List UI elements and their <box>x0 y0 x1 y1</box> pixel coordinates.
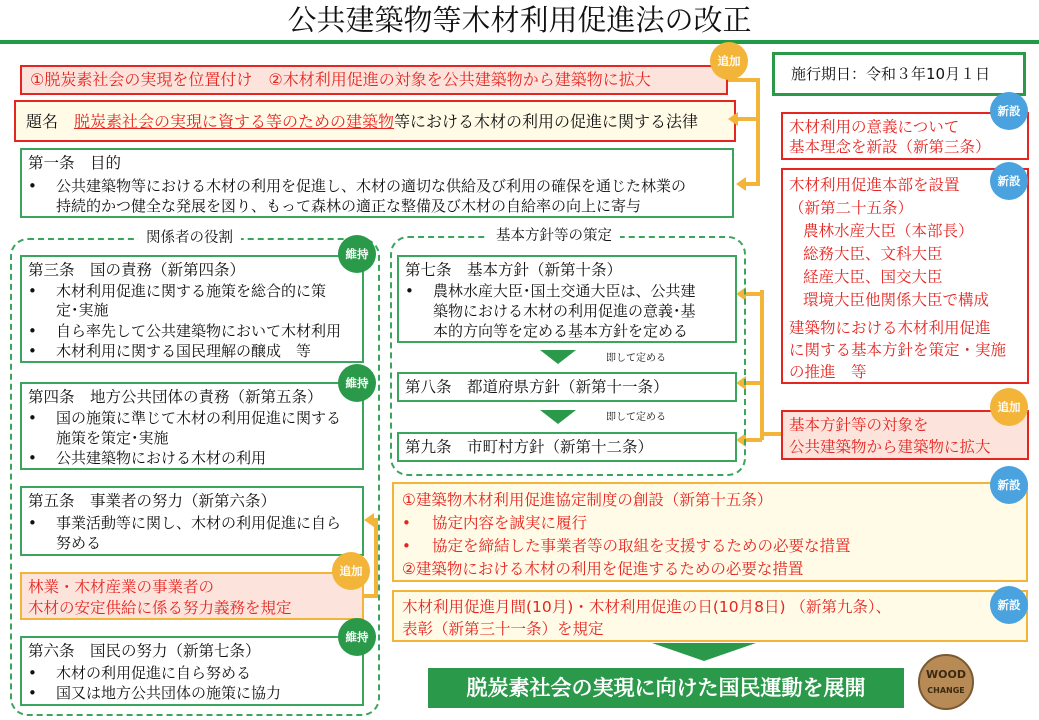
bullet: • <box>402 514 411 532</box>
down-wedge-icon <box>652 643 756 661</box>
page-title: 公共建築物等木材利用促進法の改正 <box>287 3 752 37</box>
art5-add-line1: 林業・木材産業の事業者の <box>28 578 215 596</box>
logo-top: WOOD <box>926 668 966 681</box>
law-title-prefix: 題名 <box>26 112 59 131</box>
hq-l7: 建築物における木材利用促進 <box>789 319 991 337</box>
new-badge-2: 新設 <box>990 162 1028 200</box>
art5-heading: 第五条 事業者の努力（新第六条） <box>28 492 277 510</box>
roles-label: 関係者の役割 <box>138 229 241 247</box>
right-box-headquarters <box>781 168 1029 384</box>
hq-l4: 総務大臣、文科大臣 <box>803 245 943 263</box>
art3-b1a: 木材利用促進に関する施策を総合的に策 <box>56 282 327 300</box>
philosophy-line2: 基本理念を新設（新第三条） <box>789 138 991 156</box>
connector <box>746 381 762 385</box>
movement-banner: 脱炭素社会の実現に向けた国民運動を展開 <box>428 668 904 708</box>
keep-badge-3: 維持 <box>338 618 376 656</box>
bullet: • <box>28 322 37 340</box>
bullet: • <box>28 282 37 300</box>
add-badge-top: 追加 <box>710 42 748 80</box>
policy-label: 基本方針等の策定 <box>488 227 620 245</box>
law-title-box <box>14 100 736 142</box>
arrow-note-1: 即して定める <box>606 353 666 364</box>
article6-box <box>20 636 364 706</box>
connector-arrow <box>364 513 374 527</box>
keep-badge-1: 維持 <box>338 235 376 273</box>
article1-bullet: • <box>28 177 37 195</box>
title-underline <box>0 40 1039 44</box>
down-arrow-icon <box>540 410 576 424</box>
connector <box>760 290 764 440</box>
art7-b1c: 本的方向等を定める基本方針を定める <box>433 322 689 340</box>
connector <box>728 78 758 82</box>
art9-text: 第九条 市町村方針（新第十二条） <box>405 438 654 456</box>
effective-date-text: 施行期日：令和３年10月１日 <box>791 65 991 83</box>
connector-arrow <box>728 112 738 126</box>
hq-l9: の推進 等 <box>789 363 867 381</box>
right-box-scope <box>781 410 1029 460</box>
new-badge-4: 新設 <box>990 586 1028 624</box>
down-arrow-icon <box>540 350 576 364</box>
article1-heading: 第一条 目的 <box>28 154 122 172</box>
art5-b1a: 事業活動等に関し、木材の利用促進に自ら <box>56 514 342 532</box>
law-title-underlined: 脱炭素社会の実現に資する等のための建築物 <box>74 112 395 131</box>
hq-l1: 木材利用促進本部を設置 <box>789 176 960 194</box>
art7-b1b: 築物における木材の利用促進の意義･基 <box>433 302 696 320</box>
wood-change-logo <box>918 654 974 710</box>
connector <box>746 438 762 442</box>
connector <box>746 182 758 186</box>
new2-l2: 表彰（新第三十一条）を規定 <box>402 620 604 638</box>
law-title-text <box>26 112 698 132</box>
article5-box <box>20 486 364 556</box>
bullet: • <box>28 342 37 360</box>
article3-box <box>20 255 364 363</box>
art5-b1b: 努める <box>56 534 102 552</box>
add-badge-scope: 追加 <box>990 388 1028 426</box>
bullet: • <box>28 409 37 427</box>
article1-box <box>20 148 734 218</box>
scope-line2: 公共建築物から建築物に拡大 <box>789 438 991 456</box>
connector <box>738 117 758 121</box>
connector <box>756 78 760 186</box>
new2-l1: 木材利用促進月間(10月)・木材利用促進の日(10月8日) （新第九条）、 <box>402 598 892 616</box>
new1-l2: 協定内容を誠実に履行 <box>432 514 588 532</box>
logo-bottom: CHANGE <box>927 686 965 695</box>
bullet: • <box>28 684 37 702</box>
bullet: • <box>28 514 37 532</box>
bullet: • <box>405 282 414 300</box>
philosophy-line1: 木材利用の意義について <box>789 118 960 136</box>
bullet: • <box>28 449 37 467</box>
new1-l1: ①建築物木材利用促進協定制度の創設（新第十五条） <box>402 491 773 509</box>
connector <box>760 432 781 436</box>
art3-heading: 第三条 国の責務（新第四条） <box>28 261 246 279</box>
new-agreement-box <box>392 482 1028 582</box>
hq-l2: （新第二十五条） <box>789 199 914 217</box>
art7-heading: 第七条 基本方針（新第十条） <box>405 261 623 279</box>
article1-line1: 公共建築物等における木材の利用を促進し、木材の適切な供給及び利用の確保を通じた林業の <box>56 177 687 195</box>
connector <box>374 518 378 596</box>
new-badge-3: 新設 <box>990 466 1028 504</box>
article4-box <box>20 382 364 470</box>
article1-line2: 持続的かつ健全な発展を図り、もって森林の適正な整備及び木材の自給率の向上に寄与 <box>56 197 642 215</box>
art3-b1b: 定･実施 <box>56 301 109 319</box>
new1-l4: ②建築物における木材の利用を促進するための必要な措置 <box>402 560 804 578</box>
hq-l8: に関する基本方針を策定・実施 <box>789 341 1007 359</box>
new1-l3: 協定を締結した事業者等の取組を支援するための必要な措置 <box>432 537 851 555</box>
article9-box <box>397 432 737 462</box>
art4-b1a: 国の施策に準じて木材の利用促進に関する <box>56 409 342 427</box>
new-month-box <box>392 590 1028 642</box>
art6-b2: 国又は地方公共団体の施策に協力 <box>56 684 282 702</box>
bullet: • <box>402 537 411 555</box>
article8-box <box>397 372 737 402</box>
law-title-suffix: 等における木材の利用の促進に関する法律 <box>394 112 699 131</box>
keep-badge-2: 維持 <box>338 364 376 402</box>
arrow-note-2: 即して定める <box>606 412 666 423</box>
art6-b1: 木材の利用促進に自ら努める <box>56 664 252 682</box>
new-badge-1: 新設 <box>990 92 1028 130</box>
connector <box>364 594 378 598</box>
add-badge-art5: 追加 <box>332 552 370 590</box>
bullet: • <box>28 664 37 682</box>
article5-add-box <box>20 572 364 620</box>
art7-b1a: 農林水産大臣･国土交通大臣は、公共建 <box>433 282 696 300</box>
top-change-text: ①脱炭素社会の実現を位置付け ②木材利用促進の対象を公共建築物から建築物に拡大 <box>30 70 651 89</box>
art4-b2: 公共建築物における木材の利用 <box>56 449 267 467</box>
hq-l5: 経産大臣、国交大臣 <box>803 268 943 286</box>
art5-add-line2: 木材の安定供給に係る努力義務を規定 <box>28 599 292 617</box>
art3-b2: 自ら率先して公共建築物において木材利用 <box>56 322 342 340</box>
article7-box <box>397 255 737 343</box>
art4-heading: 第四条 地方公共団体の責務（新第五条） <box>28 388 323 406</box>
art6-heading: 第六条 国民の努力（新第七条） <box>28 642 261 660</box>
connector-arrow <box>736 177 746 191</box>
top-change-box <box>20 65 728 95</box>
scope-line1: 基本方針等の対象を <box>789 416 929 434</box>
hq-l3: 農林水産大臣（本部長） <box>803 222 974 240</box>
art8-text: 第八条 都道府県方針（新第十一条） <box>405 378 669 396</box>
effective-date-box <box>772 52 1026 96</box>
hq-l6: 環境大臣他関係大臣で構成 <box>803 291 990 309</box>
connector <box>746 292 762 296</box>
art3-b3: 木材利用に関する国民理解の醸成 等 <box>56 342 312 360</box>
art4-b1b: 施策を策定･実施 <box>56 429 169 447</box>
